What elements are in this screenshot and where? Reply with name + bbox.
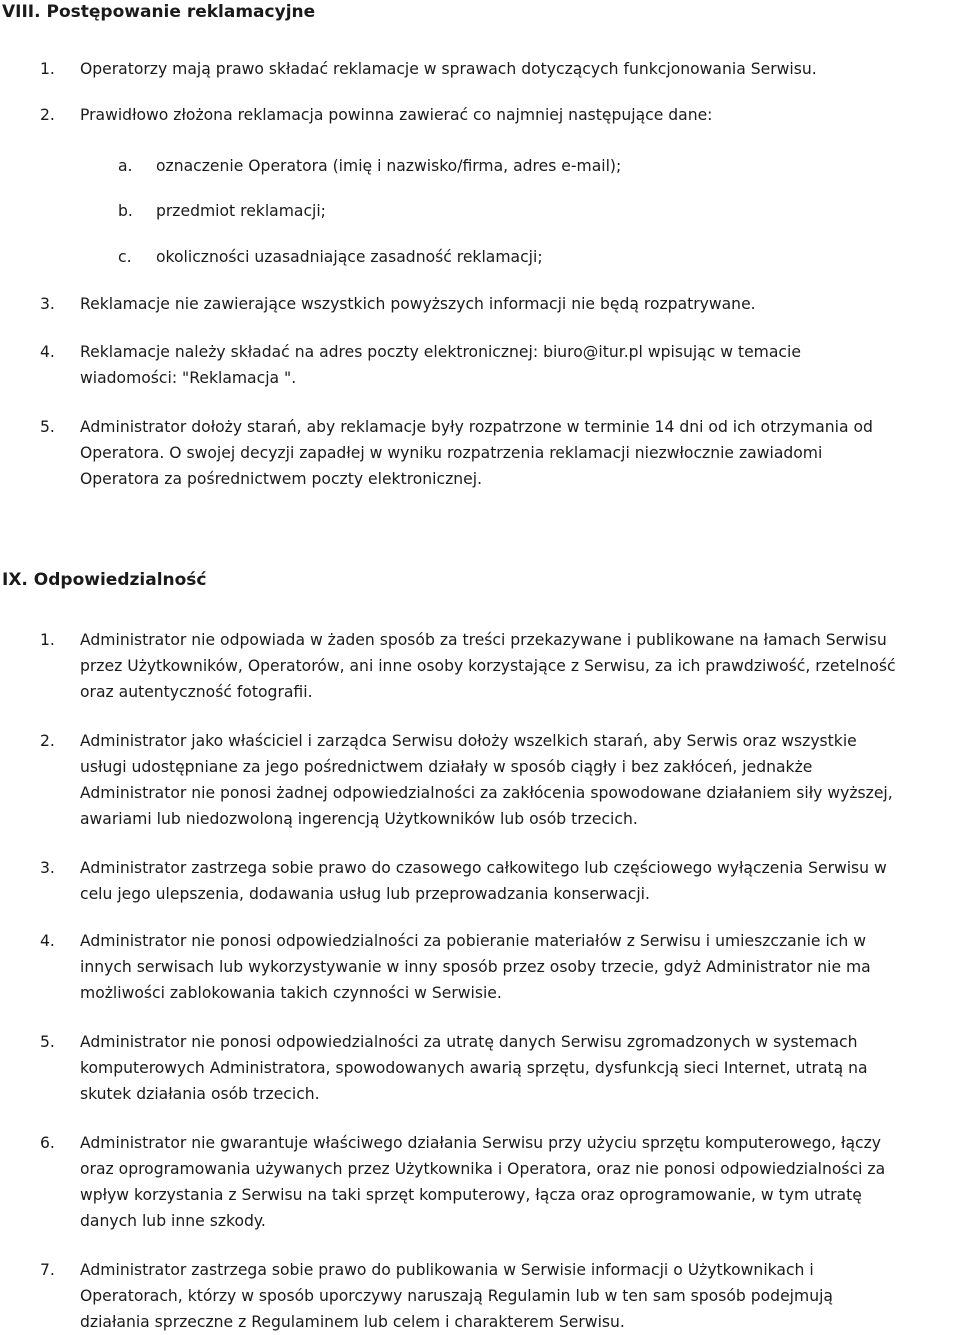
- item-text: [80, 855, 958, 907]
- item-number: 6.: [40, 1134, 55, 1152]
- item-number: 1.: [40, 631, 55, 649]
- list-item-viii-3: [40, 291, 958, 317]
- item-number: 5.: [40, 1033, 55, 1051]
- list-item-viii-2: [40, 102, 958, 128]
- item-line: Operatorach, którzy w sposób uporczywy naruszają Regulamin lub w ten sam sposób podejmują: [80, 1287, 833, 1305]
- item-number: 2.: [40, 732, 55, 750]
- item-line: Administrator zastrzega sobie prawo do czasowego całkowitego lub częściowego wyłączenia Serwisu w: [80, 859, 887, 877]
- list-item-viii-4: [40, 339, 958, 391]
- item-line: celu jego ulepszenia, dodawania usług lub przeprowadzania konserwacji.: [80, 885, 650, 903]
- item-text: [80, 728, 958, 832]
- item-text: [80, 1257, 958, 1335]
- item-line: możliwości zablokowania takich czynności w Serwisie.: [80, 984, 502, 1002]
- item-line: Reklamacje należy składać na adres poczty elektronicznej: biuro@itur.pl wpisując w temacie: [80, 343, 801, 361]
- item-line: Operatora. O swojej decyzji zapadłej w wyniku rozpatrzenia reklamacji niezwłocznie zawiadomi: [80, 444, 823, 462]
- sub-item-letter: a.: [118, 157, 133, 175]
- item-line: innych serwisach lub wykorzystywanie w inny sposób przez osoby trzecie, gdyż Administrator nie ma: [80, 958, 871, 976]
- item-number: 7.: [40, 1261, 55, 1279]
- sub-item-text: okoliczności uzasadniające zasadność reklamacji;: [156, 248, 543, 266]
- list-item-ix-7: [40, 1257, 958, 1335]
- sub-item-text: przedmiot reklamacji;: [156, 202, 326, 220]
- item-line: Prawidłowo złożona reklamacja powinna zawierać co najmniej następujące dane:: [80, 106, 713, 124]
- sub-item-a: [118, 153, 621, 179]
- item-text: [80, 291, 958, 317]
- sub-item-b: [118, 198, 326, 224]
- item-line: skutek działania osób trzecich.: [80, 1085, 320, 1103]
- item-line: Administrator jako właściciel i zarządca Serwisu dołoży wszelkich starań, aby Serwis oraz wszystkie: [80, 732, 857, 750]
- item-number: 3.: [40, 859, 55, 877]
- section-heading-viii: VIII. Postępowanie reklamacyjne: [2, 2, 316, 22]
- list-item-ix-2: [40, 728, 958, 832]
- item-text: [80, 102, 958, 128]
- item-line: danych lub inne szkody.: [80, 1212, 266, 1230]
- item-line: działania sprzeczne z Regulaminem lub celem i charakterem Serwisu.: [80, 1313, 625, 1331]
- item-line: oraz autentyczność fotografii.: [80, 683, 313, 701]
- item-line: Operatora za pośrednictwem poczty elektronicznej.: [80, 470, 483, 488]
- item-number: 5.: [40, 418, 55, 436]
- item-number: 4.: [40, 932, 55, 950]
- item-number: 3.: [40, 295, 55, 313]
- section-heading-ix: IX. Odpowiedzialność: [2, 570, 207, 590]
- item-line: Administrator nie ponosi odpowiedzialności za utratę danych Serwisu zgromadzonych w systemach: [80, 1033, 858, 1051]
- sub-item-letter: b.: [118, 202, 133, 220]
- item-line: Administrator nie gwarantuje właściwego działania Serwisu przy użyciu sprzętu komputerowego, łączy: [80, 1134, 881, 1152]
- item-line: usługi udostępniane za jego pośrednictwem działały w sposób ciągły i bez zakłóceń, jednakże: [80, 758, 813, 776]
- sub-item-c: [118, 244, 543, 270]
- item-number: 4.: [40, 343, 55, 361]
- item-line: oraz oprogramowania używanych przez Użytkownika i Operatora, oraz nie ponosi odpowiedzialności za: [80, 1160, 886, 1178]
- item-text: [80, 414, 958, 492]
- item-line: Operatorzy mają prawo składać reklamacje w sprawach dotyczących funkcjonowania Serwisu.: [80, 60, 817, 78]
- item-line: wpływ korzystania z Serwisu na taki sprzęt komputerowy, łącza oraz oprogramowanie, w tym utratę: [80, 1186, 862, 1204]
- item-text: [80, 928, 958, 1006]
- item-text: [80, 339, 958, 391]
- list-item-ix-4: [40, 928, 958, 1006]
- item-text: [80, 1130, 958, 1234]
- item-text: [80, 1029, 958, 1107]
- list-item-viii-5: [40, 414, 958, 492]
- list-item-ix-5: [40, 1029, 958, 1107]
- item-line: Administrator nie ponosi żadnej odpowiedzialności za zakłócenia spowodowane działaniem siły wyższej,: [80, 784, 893, 802]
- list-item-ix-3: [40, 855, 958, 907]
- item-number: 2.: [40, 106, 55, 124]
- item-line: Administrator nie ponosi odpowiedzialności za pobieranie materiałów z Serwisu i umieszczanie ich w: [80, 932, 866, 950]
- sub-item-text: oznaczenie Operatora (imię i nazwisko/firma, adres e-mail);: [156, 157, 622, 175]
- item-line: Administrator dołoży starań, aby reklamacje były rozpatrzone w terminie 14 dni od ich otrzymania od: [80, 418, 873, 436]
- item-line: Administrator zastrzega sobie prawo do publikowania w Serwisie informacji o Użytkownikach i: [80, 1261, 814, 1279]
- item-line: przez Użytkowników, Operatorów, ani inne osoby korzystające z Serwisu, za ich prawdziwość, rzetelność: [80, 657, 896, 675]
- item-line: komputerowych Administratora, spowodowanych awarią sprzętu, dysfunkcją sieci Internet, utratą na: [80, 1059, 868, 1077]
- item-line: Reklamacje nie zawierające wszystkich powyższych informacji nie będą rozpatrywane.: [80, 295, 756, 313]
- item-text: [80, 627, 958, 705]
- sub-item-letter: c.: [118, 248, 132, 266]
- item-line: wiadomości: "Reklamacja ".: [80, 369, 297, 387]
- list-item-viii-1: [40, 56, 958, 82]
- item-line: awariami lub niedozwoloną ingerencją Użytkowników lub osób trzecich.: [80, 810, 638, 828]
- list-item-ix-6: [40, 1130, 958, 1234]
- list-item-ix-1: [40, 627, 958, 705]
- item-line: Administrator nie odpowiada w żaden sposób za treści przekazywane i publikowane na łamach Serwisu: [80, 631, 887, 649]
- item-text: [80, 56, 958, 82]
- item-number: 1.: [40, 60, 55, 78]
